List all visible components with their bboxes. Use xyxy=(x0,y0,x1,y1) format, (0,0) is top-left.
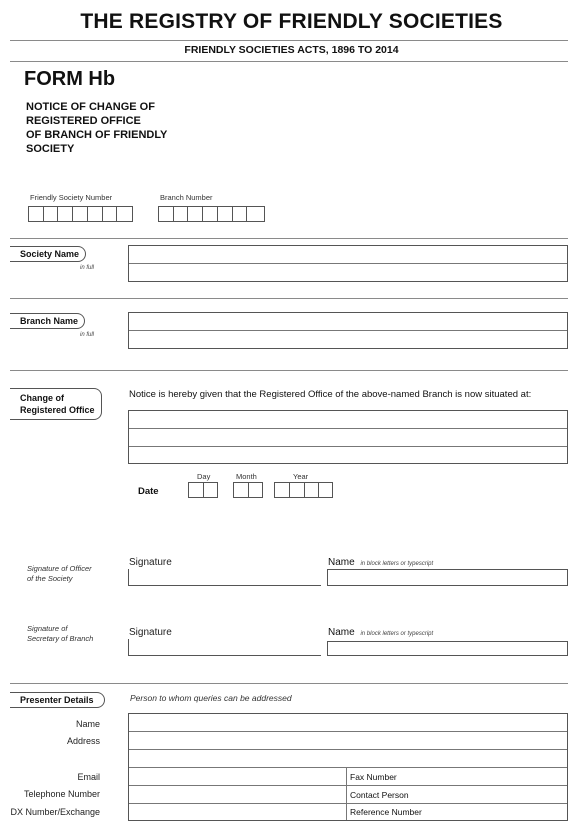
officer-signature-caption xyxy=(27,564,92,584)
officer-signature-label: Signature xyxy=(129,557,172,568)
year-label: Year xyxy=(293,472,309,481)
branch-number-label: Branch Number xyxy=(160,193,213,202)
month-label: Month xyxy=(236,472,257,481)
reference-number-field[interactable] xyxy=(347,804,567,820)
fax-number-label: Fax Number xyxy=(350,772,397,782)
society-name-sublabel: in full xyxy=(80,265,95,271)
presenter-hint: Person to whom queries can be addressed xyxy=(130,693,292,703)
society-number-label: Friendly Society Number xyxy=(30,193,113,202)
secretary-signature-caption xyxy=(27,624,93,644)
officer-name-field[interactable] xyxy=(327,569,568,586)
society-name-field[interactable] xyxy=(128,245,568,282)
email-fax-row xyxy=(129,768,567,786)
address-row[interactable] xyxy=(129,447,567,463)
officer-name-hint: in block letters or typescript xyxy=(360,561,434,567)
reference-number-label: Reference Number xyxy=(350,807,422,817)
branch-number-input[interactable] xyxy=(158,206,265,222)
presenter-details-tab: Presenter Details xyxy=(10,692,105,708)
secretary-signature-field[interactable] xyxy=(128,639,321,656)
fax-number-field[interactable] xyxy=(347,768,567,785)
caption-line: Signature of xyxy=(27,624,68,633)
form-notice-title xyxy=(26,100,226,156)
society-name-tab: Society Name xyxy=(10,246,86,262)
presenter-details-grid xyxy=(128,713,568,821)
secretary-signature-label: Signature xyxy=(129,627,172,638)
section-divider xyxy=(10,683,568,684)
branch-name-field[interactable] xyxy=(128,312,568,349)
presenter-name-label: Name xyxy=(75,719,100,729)
contact-person-field[interactable] xyxy=(347,786,567,803)
presenter-dx-field[interactable] xyxy=(129,804,347,820)
month-input[interactable] xyxy=(233,482,263,498)
acts-subtitle: FRIENDLY SOCIETIES ACTS, 1896 TO 2014 xyxy=(184,44,399,56)
presenter-address-field[interactable] xyxy=(129,732,567,750)
officer-signature-field[interactable] xyxy=(128,569,321,586)
notice-line: REGISTERED OFFICE xyxy=(26,115,141,127)
date-label: Date xyxy=(138,486,159,497)
section-divider xyxy=(10,370,568,371)
presenter-address-label: Address xyxy=(66,736,100,746)
day-label: Day xyxy=(197,472,211,481)
change-office-tab-line: Change of xyxy=(20,393,64,403)
branch-name-row[interactable] xyxy=(129,331,567,348)
section-divider xyxy=(10,298,568,299)
address-row[interactable] xyxy=(129,429,567,447)
change-office-tab xyxy=(10,388,102,420)
society-number-input[interactable] xyxy=(28,206,133,222)
caption-line: Signature of Officer xyxy=(27,564,92,573)
secretary-name-hint: in block letters or typescript xyxy=(360,631,434,637)
notice-line: NOTICE OF CHANGE OF xyxy=(26,101,155,113)
caption-line: Secretary of Branch xyxy=(27,634,94,643)
change-office-tab-line: Registered Office xyxy=(20,405,95,415)
presenter-dx-label: DX Number/Exchange xyxy=(10,807,100,817)
presenter-address-field-2[interactable] xyxy=(129,750,567,768)
society-name-row[interactable] xyxy=(129,246,567,264)
form-id: FORM Hb xyxy=(24,68,116,90)
new-office-address-field[interactable] xyxy=(128,410,568,464)
officer-name-label: Name xyxy=(328,557,355,568)
dx-reference-row xyxy=(129,804,567,820)
branch-name-tab: Branch Name xyxy=(10,313,85,329)
notice-line: OF BRANCH OF FRIENDLY xyxy=(26,129,168,141)
presenter-telephone-label: Telephone Number xyxy=(23,789,100,799)
caption-line: of the Society xyxy=(27,574,73,583)
notice-line: SOCIETY xyxy=(26,143,75,155)
society-name-row[interactable] xyxy=(129,264,567,281)
presenter-email-field[interactable] xyxy=(129,768,347,785)
presenter-name-field[interactable] xyxy=(129,714,567,732)
section-divider xyxy=(10,238,568,239)
presenter-email-label: Email xyxy=(77,772,100,782)
registry-title: THE REGISTRY OF FRIENDLY SOCIETIES xyxy=(80,10,503,33)
year-input[interactable] xyxy=(274,482,333,498)
secretary-name-label-wrap xyxy=(328,627,433,638)
change-notice-text: Notice is hereby given that the Registered Office of the above-named Branch is now situated at: xyxy=(129,389,532,400)
contact-person-label: Contact Person xyxy=(350,790,409,800)
officer-name-label-wrap xyxy=(328,557,433,568)
address-row[interactable] xyxy=(129,411,567,429)
branch-name-sublabel: in full xyxy=(80,332,95,338)
secretary-name-label: Name xyxy=(328,627,355,638)
branch-name-row[interactable] xyxy=(129,313,567,331)
header-divider xyxy=(10,40,568,41)
presenter-telephone-field[interactable] xyxy=(129,786,347,803)
telephone-contact-row xyxy=(129,786,567,804)
subtitle-divider xyxy=(10,61,568,62)
day-input[interactable] xyxy=(188,482,218,498)
secretary-name-field[interactable] xyxy=(327,641,568,656)
